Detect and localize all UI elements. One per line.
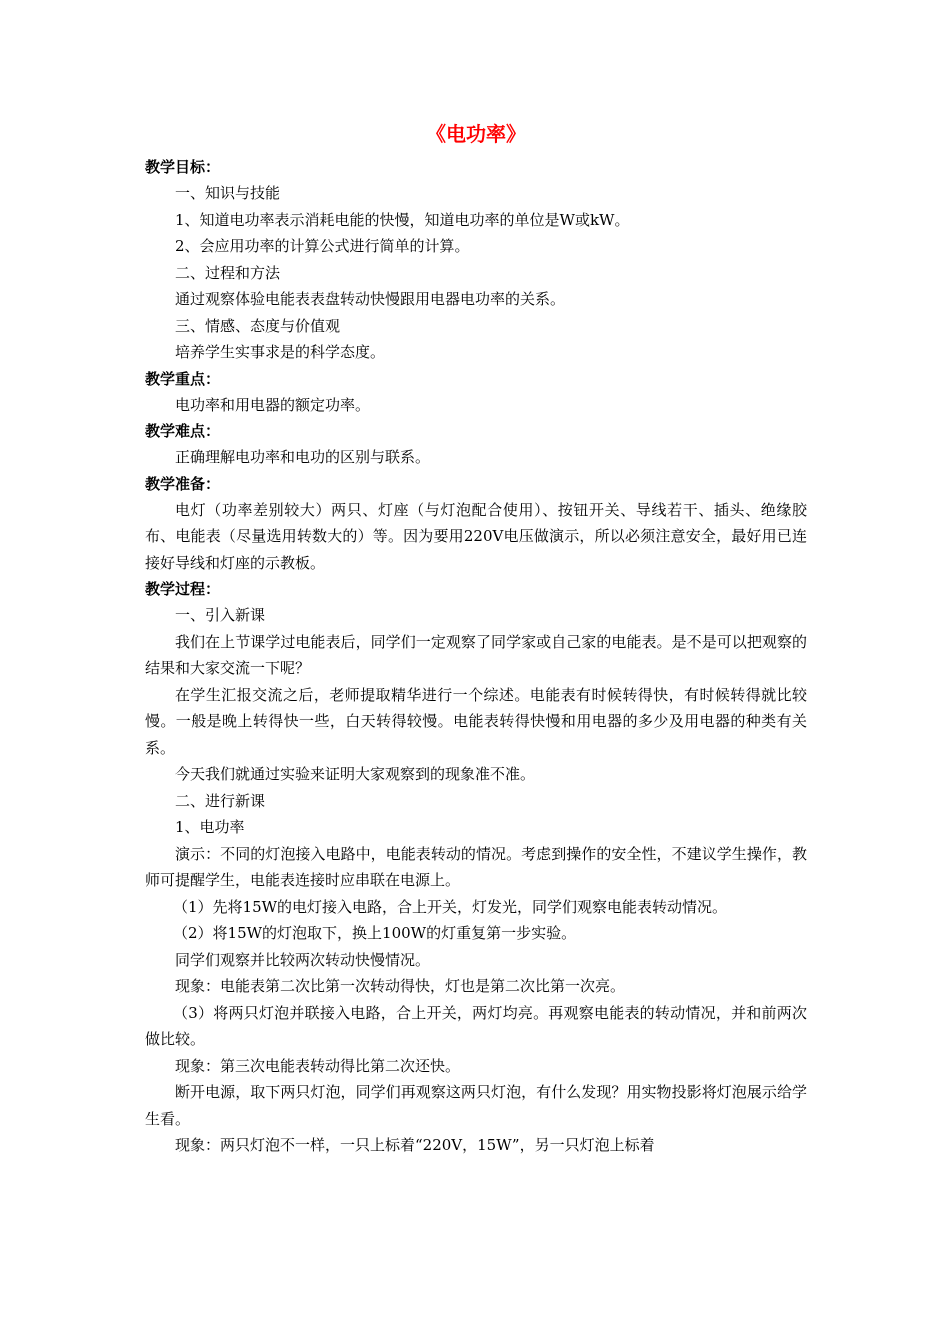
paragraph: 1、知道电功率表示消耗电能的快慢，知道电功率的单位是W或kW。 [175, 210, 630, 229]
document-title: 《电功率》 [426, 122, 526, 146]
paragraph: 同学们观察并比较两次转动快慢情况。 [175, 950, 431, 969]
paragraph: 在学生汇报交流之后，老师提取精华进行一个综述。电能表有时候转得快，有时候转得就比较慢。一般是晚上转得快一些，白天转得较慢。电能表转得快慢和用电器的多少及用电器的种类有关系。 [145, 685, 807, 757]
paragraph: 1、电功率 [175, 818, 245, 836]
paragraph: 二、过程和方法 [175, 263, 281, 282]
paragraph: 一、知识与技能 [175, 184, 281, 202]
section-process [145, 576, 807, 1159]
section-difficulties [145, 418, 807, 471]
paragraph: 正确理解电功率和电功的区别与联系。 [175, 448, 431, 466]
paragraph: 演示：不同的灯泡接入电路中，电能表转动的情况。考虑到操作的安全性，不建议学生操作，教师可提醒学生，电能表连接时应串联在电源上。 [145, 844, 807, 889]
section-objectives [145, 154, 807, 366]
paragraph: （1）先将15W的电灯接入电路，合上开关，灯发光，同学们观察电能表转动情况。 [173, 897, 728, 916]
section-key-points [145, 366, 807, 419]
paragraph: （2）将15W的灯泡取下，换上100W的灯重复第一步实验。 [173, 924, 577, 942]
section-heading: 教学难点： [145, 422, 221, 440]
paragraph: 通过观察体验电能表表盘转动快慢跟用电器电功率的关系。 [175, 290, 566, 308]
document-page [145, 118, 807, 1159]
paragraph: 培养学生实事求是的科学态度。 [175, 343, 386, 361]
paragraph: 电灯（功率差别较大）两只、灯座（与灯泡配合使用）、按钮开关、导线若干、插头、绝缘胶布、电能表（尽量选用转数大的）等。因为要用220V电压做演示，所以必须注意安全，最好用已连接好导线和灯座的示教板。 [145, 500, 807, 572]
paragraph: 现象：两只灯泡不一样，一只上标着“220V，15W”，另一只灯泡上标着 [175, 1136, 655, 1154]
section-heading: 教学目标： [145, 158, 221, 176]
paragraph: 2、会应用功率的计算公式进行简单的计算。 [175, 237, 470, 255]
paragraph: 一、引入新课 [175, 606, 266, 624]
paragraph: 断开电源，取下两只灯泡，同学们再观察这两只灯泡，有什么发现？用实物投影将灯泡展示给学生看。 [145, 1083, 807, 1128]
section-preparation [145, 471, 807, 577]
paragraph: 现象：电能表第二次比第一次转动得快，灯也是第二次比第一次亮。 [175, 977, 626, 995]
section-heading: 教学过程： [145, 580, 221, 598]
section-heading: 教学准备： [145, 474, 221, 493]
paragraph: 电功率和用电器的额定功率。 [175, 395, 371, 414]
paragraph: 三、情感、态度与价值观 [175, 316, 341, 335]
paragraph: 我们在上节课学过电能表后，同学们一定观察了同学家或自己家的电能表。是不是可以把观察的结果和大家交流一下呢？ [145, 632, 807, 677]
paragraph: 今天我们就通过实验来证明大家观察到的现象准不准。 [175, 765, 536, 783]
paragraph: 现象：第三次电能表转动得比第二次还快。 [175, 1056, 461, 1075]
paragraph: 二、进行新课 [175, 791, 266, 810]
section-heading: 教学重点： [145, 369, 221, 388]
paragraph: （3）将两只灯泡并联接入电路，合上开关，两灯均亮。再观察电能表的转动情况，并和前两次做比较。 [145, 1003, 807, 1048]
